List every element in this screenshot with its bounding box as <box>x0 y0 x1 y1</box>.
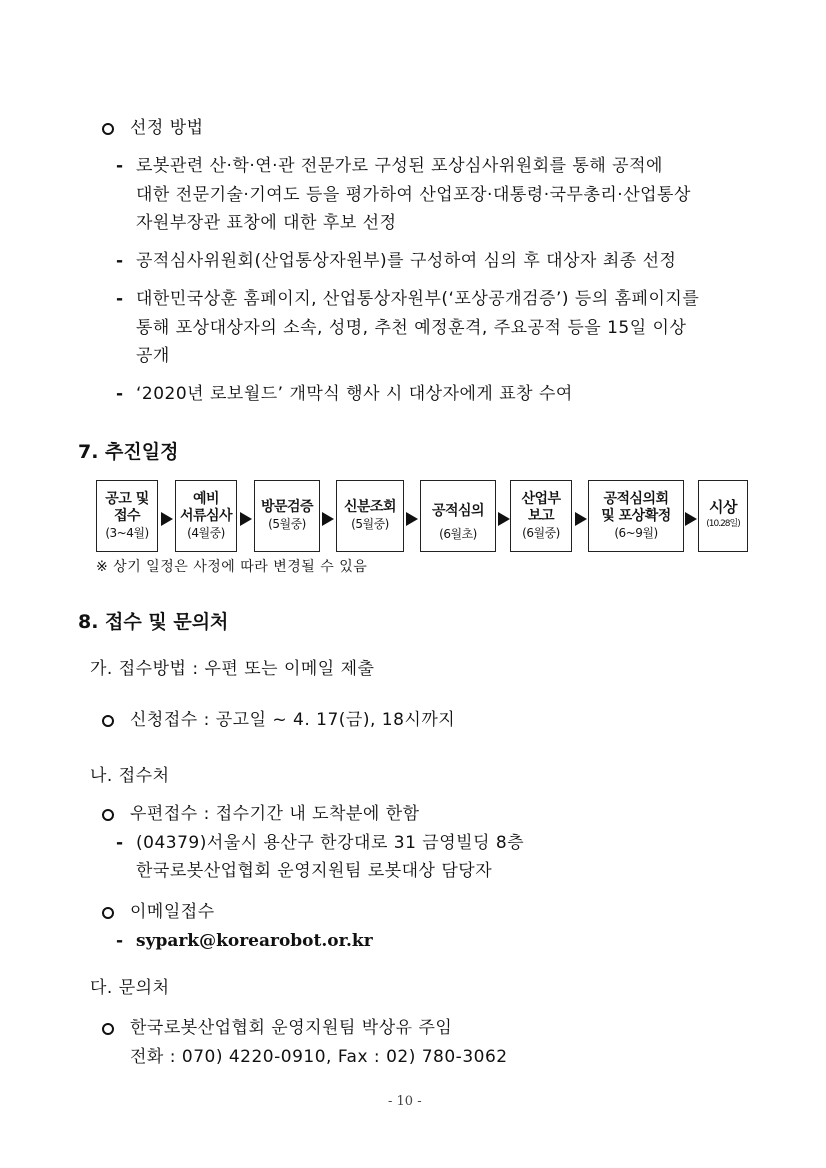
dash-marker: - <box>116 931 124 951</box>
step-1-main-1: 공고 및 <box>105 490 149 507</box>
schedule-step-4 <box>336 480 404 552</box>
selection-item-1-line-2: 대한 전문기술·기여도 등을 평가하여 산업포장·대통령·국무총리·산업통상 <box>136 185 691 205</box>
inquiry-title: 다. 문의처 <box>90 978 170 998</box>
page-number: - 10 - <box>388 1094 422 1109</box>
step-6-main-2: 보고 <box>527 507 555 524</box>
postal-line-2: 한국로봇산업협회 운영지원팀 로봇대상 담당자 <box>136 861 493 881</box>
arrow-right-icon <box>498 512 510 526</box>
postal-line-1: (04379)서울시 용산구 한강대로 31 금영빌딩 8층 <box>136 833 525 853</box>
selection-item-3-line-3: 공개 <box>136 346 170 366</box>
step-4-sub: (5월중) <box>351 517 389 531</box>
step-1-sub: (3~4월) <box>105 525 149 540</box>
step-7-main-1: 공적심의회 <box>603 490 669 507</box>
step-2-main-2: 서류심사 <box>179 507 233 524</box>
arrow-right-icon <box>161 512 173 526</box>
schedule-step-8 <box>698 480 748 552</box>
dash-marker: - <box>116 289 124 309</box>
schedule-step-3 <box>254 480 320 552</box>
schedule-note: ※ 상기 일정은 사정에 따라 변경될 수 있음 <box>96 559 368 575</box>
inquiry-line-2: 전화 : 070) 4220-0910, Fax : 02) 780-3062 <box>130 1047 508 1067</box>
place-title: 나. 접수처 <box>90 766 170 786</box>
schedule-heading: 7. 추진일정 <box>78 441 179 463</box>
selection-item-4-line-1: ‘2020년 로보월드’ 개막식 행사 시 대상자에게 표창 수여 <box>136 384 573 404</box>
step-7-main-2: 및 포상확정 <box>601 507 671 524</box>
step-2-sub: (4월중) <box>187 525 225 540</box>
method-title: 가. 접수방법 : 우편 또는 이메일 제출 <box>90 659 375 679</box>
bullet-icon <box>102 1023 114 1035</box>
arrow-right-icon <box>322 512 334 526</box>
bullet-icon <box>102 715 114 727</box>
email-address[interactable]: sypark@korearobot.or.kr <box>136 931 373 951</box>
selection-item-1-line-3: 자원부장관 표창에 대한 후보 선정 <box>136 213 397 233</box>
selection-item-1-line-1: 로봇관련 산·학·연·관 전문가로 구성된 포상심사위원회를 통해 공적에 <box>136 156 663 176</box>
contact-heading: 8. 접수 및 문의처 <box>78 611 229 633</box>
arrow-right-icon <box>240 512 252 526</box>
schedule-step-2 <box>175 480 237 552</box>
method-item: 신청접수 : 공고일 ~ 4. 17(금), 18시까지 <box>130 710 456 730</box>
dash-marker: - <box>116 384 124 404</box>
dash-marker: - <box>116 251 124 271</box>
step-7-sub: (6~9월) <box>614 525 658 540</box>
schedule-step-7 <box>588 480 684 552</box>
selection-item-3-line-1: 대한민국상훈 홈페이지, 산업통상자원부(‘포상공개검증’) 등의 홈페이지를 <box>136 289 700 309</box>
step-5-sub: (6월초) <box>439 527 477 541</box>
selection-item-3-line-2: 통해 포상대상자의 소속, 성명, 추천 예정훈격, 주요공적 등을 15일 이상 <box>136 318 687 338</box>
step-5-main-1: 공적심의 <box>431 503 485 519</box>
step-6-main-1: 산업부 <box>521 490 561 507</box>
email-title: 이메일접수 <box>130 902 215 922</box>
inquiry-line-1: 한국로봇산업협회 운영지원팀 박상유 주임 <box>130 1018 453 1038</box>
step-3-sub: (5월중) <box>268 517 306 531</box>
selection-item-2-line-1: 공적심사위원회(산업통상자원부)를 구성하여 심의 후 대상자 최종 선정 <box>136 251 677 271</box>
step-8-sub: (10.28일) <box>706 519 740 529</box>
step-1-main-2: 접수 <box>113 507 141 524</box>
selection-title: 선정 방법 <box>130 118 204 138</box>
schedule-step-5 <box>420 480 496 552</box>
step-2-main-1: 예비 <box>192 490 220 507</box>
step-8-main-1: 시상 <box>709 498 737 516</box>
bullet-icon <box>102 809 114 821</box>
schedule-step-6 <box>510 480 572 552</box>
dash-marker: - <box>116 156 124 176</box>
bullet-icon <box>102 907 114 919</box>
schedule-step-1 <box>96 480 158 552</box>
step-4-main-1: 신분조회 <box>343 499 397 515</box>
dash-marker: - <box>116 833 124 853</box>
arrow-right-icon <box>685 512 697 526</box>
step-3-main-1: 방문검증 <box>260 499 314 515</box>
bullet-icon <box>102 123 114 135</box>
postal-title: 우편접수 : 접수기간 내 도착분에 한함 <box>130 804 420 824</box>
step-6-sub: (6월중) <box>522 525 560 540</box>
arrow-right-icon <box>575 512 587 526</box>
arrow-right-icon <box>406 512 418 526</box>
